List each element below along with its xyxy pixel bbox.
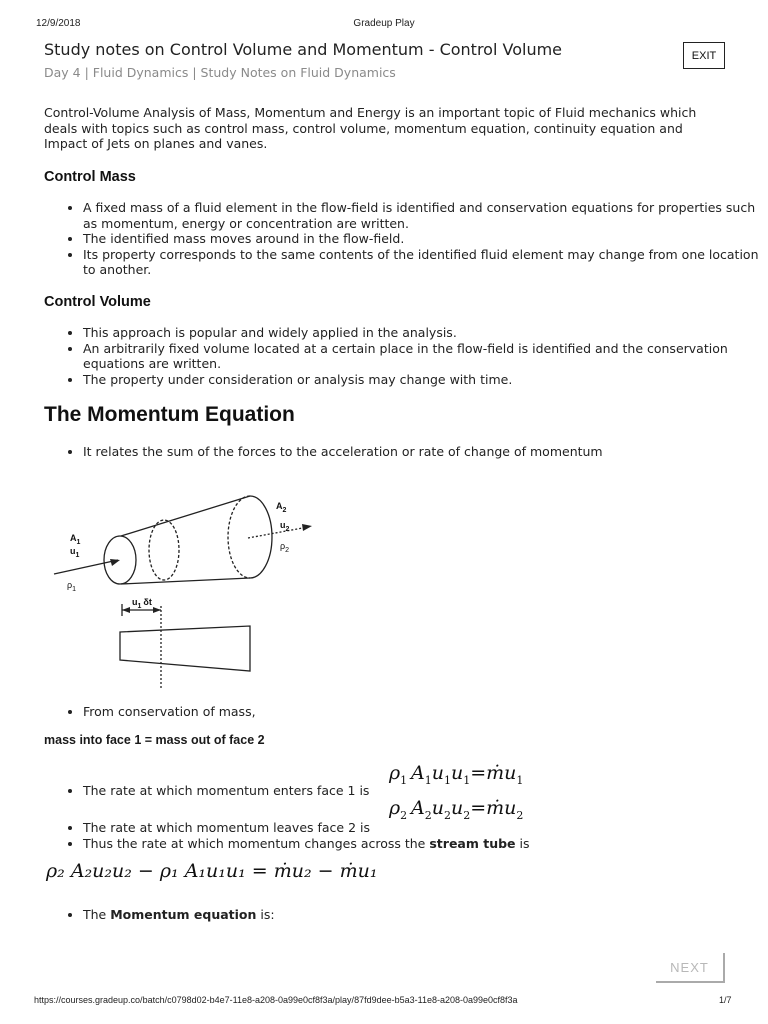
list-item: • It relates the sum of the forces to the acceleration or rate of change of momentum — [83, 444, 763, 460]
displacement-arrowhead-left — [122, 607, 130, 613]
momentum-out-list — [44, 820, 763, 851]
label-u2: $u_2$ — [280, 520, 290, 533]
momentum-change-equation: ρ₂ A₂u₂u₂ − ρ₁ A₁u₁u₁ = ṁu₂ − ṁu₁ — [46, 860, 378, 882]
print-page-number: 1/7 — [719, 995, 732, 1005]
intro-paragraph: Control-Volume Analysis of Mass, Momentum and Energy is an important topic of Fluid mechanics which deals with topics such as control mass, control volume, momentum equation, continuity equation and Impact of Jets on planes and vanes. — [44, 105, 697, 151]
label-u1: $u_1$ — [70, 546, 80, 559]
stream-tube-diagram — [40, 488, 340, 698]
momentum-equation-list — [44, 907, 763, 923]
control-volume-list — [44, 325, 763, 387]
list-item: • A fixed mass of a fluid element in the flow-field is identified and conservation equations for properties such as momentum, energy or concentration are written. — [83, 200, 763, 231]
momentum-out-equation: $\rho_2$ $A_2u_2u_2=ṁu_2$ — [389, 797, 524, 822]
list-item: • The rate at which momentum leaves face 2 is — [83, 820, 763, 836]
list-item: • The rate at which momentum enters face 1 is — [83, 783, 763, 799]
conservation-list — [44, 704, 763, 720]
momentum-intro-list — [44, 444, 763, 460]
label-rho1: $\rho_1$ — [67, 580, 77, 593]
list-item: • The property under consideration or analysis may change with time. — [83, 372, 763, 388]
tube-side-view — [120, 626, 250, 671]
control-mass-list — [44, 200, 763, 278]
tube-bottom-edge — [121, 578, 250, 584]
print-site-title: Gradeup Play — [353, 18, 415, 29]
next-button[interactable]: NEXT — [656, 953, 725, 983]
control-mass-heading: Control Mass — [44, 169, 136, 185]
list-item: • Its property corresponds to the same contents of the identified fluid element may change from one location to another. — [83, 247, 763, 278]
list-item: • This approach is popular and widely applied in the analysis. — [83, 325, 763, 341]
print-url: https://courses.gradeup.co/batch/c0798d02-b4e7-11e8-a208-0a99e0cf8f3a/play/87fd9dee-b5a3-11e8-a208-0a99e0cf8f3a — [34, 995, 518, 1005]
label-a2: $A_2$ — [276, 501, 287, 514]
list-item: • The Momentum equation is: — [83, 907, 763, 923]
outlet-arrowhead — [302, 524, 312, 531]
list-item: • The identified mass moves around in the flow-field. — [83, 231, 763, 247]
outlet-flow-line — [248, 527, 308, 538]
list-item: • Thus the rate at which momentum changes across the stream tube is — [83, 836, 763, 852]
face-2-back-arc — [228, 496, 250, 578]
label-a1: $A_1$ — [70, 533, 81, 546]
print-date: 12/9/2018 — [36, 18, 81, 29]
breadcrumb[interactable]: Day 4 | Fluid Dynamics | Study Notes on Fluid Dynamics — [44, 65, 396, 80]
mass-balance-statement: mass into face 1 = mass out of face 2 — [44, 733, 265, 747]
label-u1-dt: $u_1$ δt — [132, 597, 152, 610]
dashed-section-ellipse — [149, 520, 179, 580]
page-title: Study notes on Control Volume and Momentum - Control Volume — [44, 40, 563, 59]
list-item: • From conservation of mass, — [83, 704, 763, 720]
inlet-arrowhead — [110, 559, 120, 566]
momentum-in-equation: $\rho_1$ $A_1u_1u_1=ṁu_1$ — [389, 762, 524, 787]
tube-top-edge — [121, 496, 250, 536]
displacement-arrowhead-right — [153, 607, 161, 613]
control-volume-heading: Control Volume — [44, 294, 151, 310]
momentum-heading: The Momentum Equation — [44, 403, 295, 426]
inlet-flow-line — [54, 560, 118, 574]
label-rho2: $\rho_2$ — [280, 541, 290, 554]
exit-button[interactable]: EXIT — [683, 42, 725, 69]
list-item: • An arbitrarily fixed volume located at a certain place in the flow-field is identified and the conservation equations are written. — [83, 341, 763, 372]
